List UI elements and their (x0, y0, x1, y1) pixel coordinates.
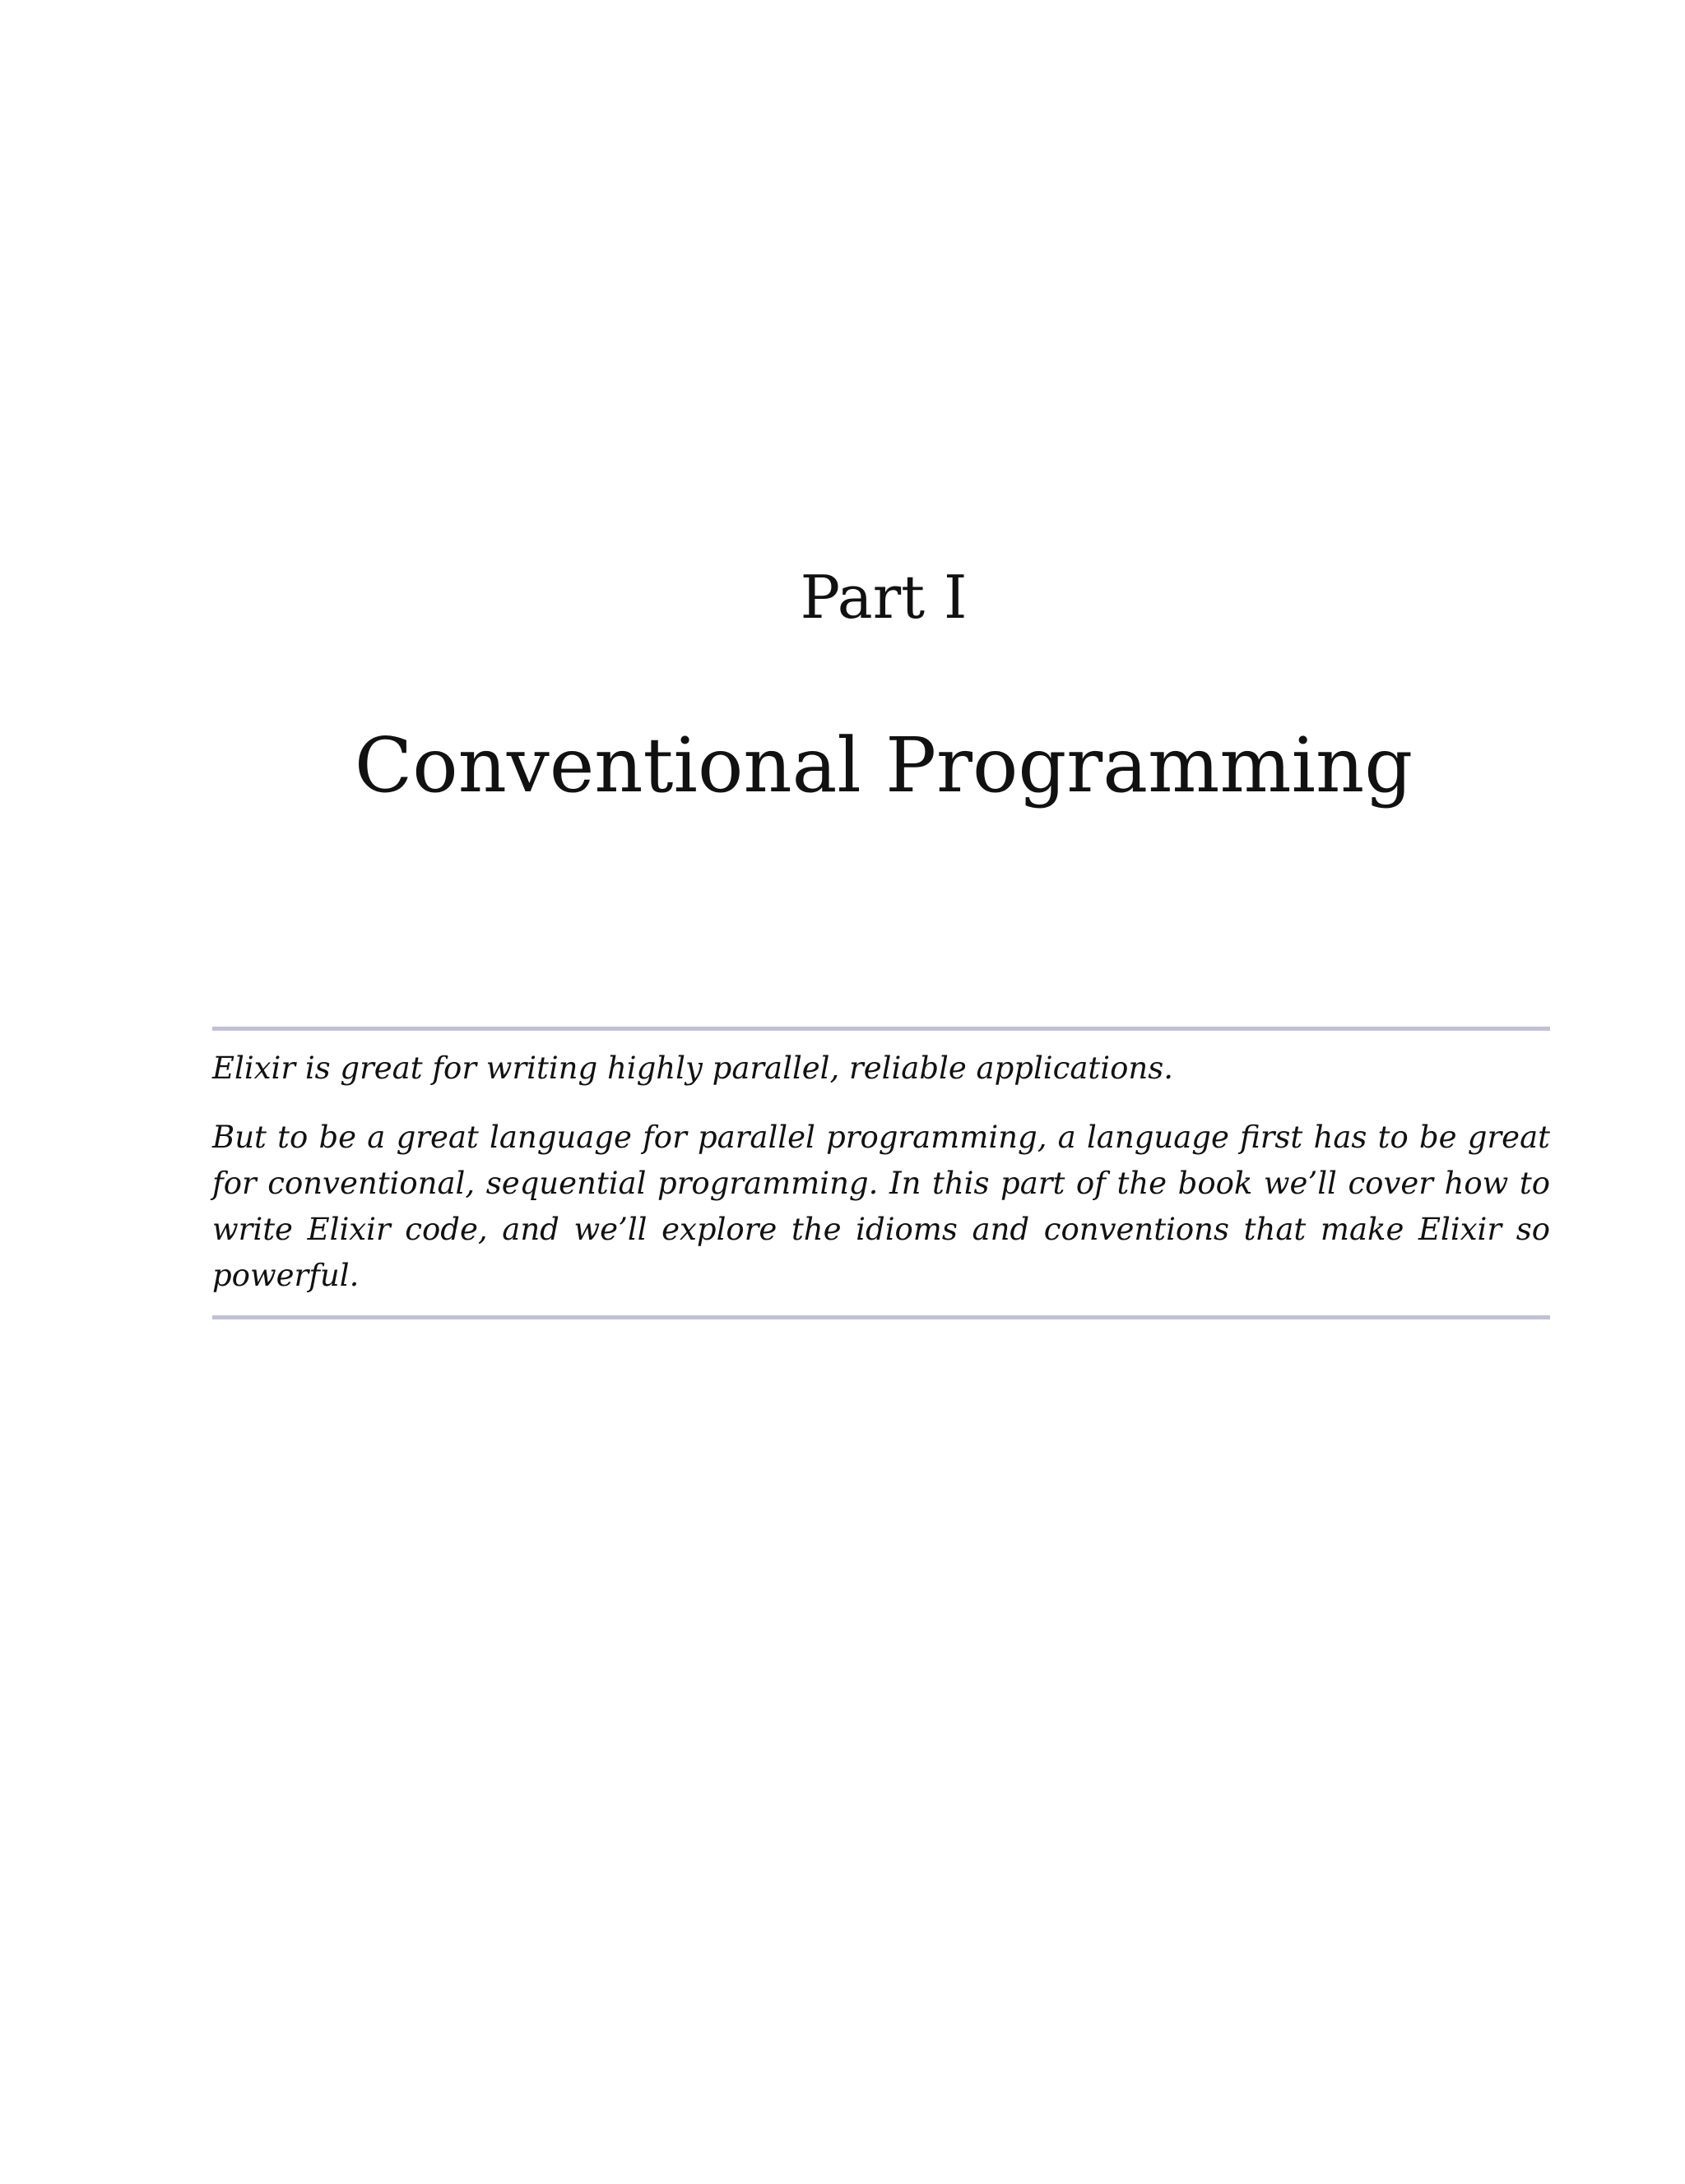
part-intro-box (212, 1027, 1550, 1319)
intro-body-paragraph: But to be a great language for parallel programming, a language first has to be great for conventional, sequential programming. In this part of the book we’ll cover how to write Elixir code, and we’ll explore the idioms and conventions that make Elixir so powerful. (212, 1120, 1550, 1293)
part-number: Part I (800, 563, 968, 632)
intro-lead-paragraph: Elixir is great for writing highly parallel, reliable applications. (212, 1050, 1173, 1086)
part-title: Conventional Programming (354, 721, 1413, 809)
